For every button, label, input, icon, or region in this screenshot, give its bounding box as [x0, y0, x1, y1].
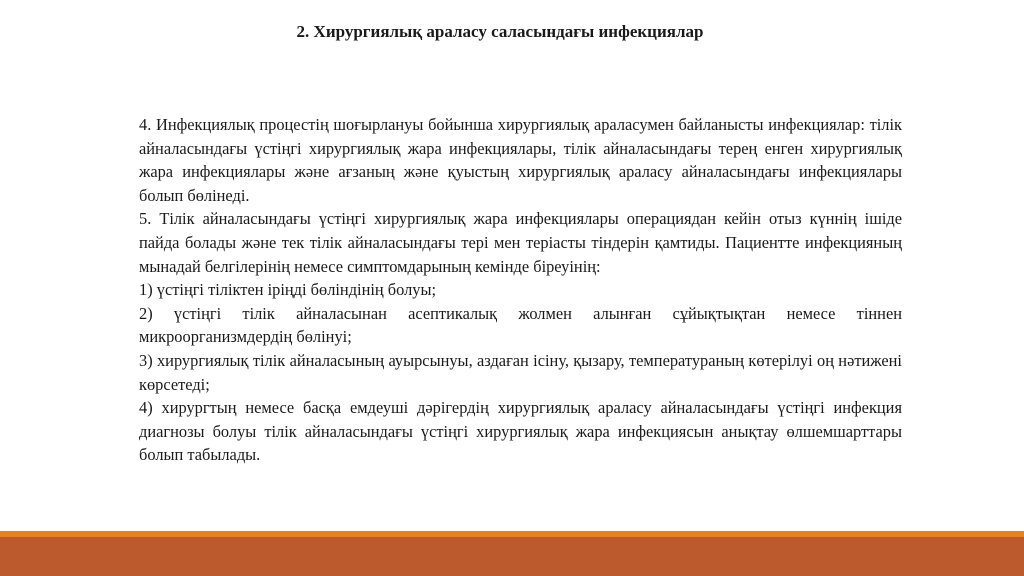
list-item-1: 1) үстіңгі тіліктен іріңді бөліндінің болуы;: [139, 280, 437, 300]
slide-title-container: [0, 22, 1024, 42]
list-item-2: 2) үстіңгі тілік айналасынан асептикалық жолмен алынған сұйықтықтан немесе тіннен микроорганизмдердің бөлінуі;: [139, 303, 902, 347]
paragraph-classification: 4. Инфекциялық процестің шоғырлануы бойынша хирургиялық араласумен байланысты инфекциялар: тілік айналасындағы үстіңгі хирургиялық жара инфекциялары, тілік айналасындағы терең енген хирургиялық жара инфекциялары және ағзаның және қуыстың хирургиялық араласу айналасындағы инфекциялары болып бөлінеді.: [139, 115, 902, 205]
slide-title: 2. Хирургиялық араласу саласындағы инфекциялар: [296, 22, 704, 41]
footer-bar: [0, 537, 1024, 576]
list-item-3: 3) хирургиялық тілік айналасының ауырсынуы, аздаған ісіну, қызару, температураның көтерілуі оң нәтижені көрсетеді;: [139, 350, 902, 394]
slide-body: [139, 113, 902, 467]
list-item-4: 4) хирургтың немесе басқа емдеуші дәрігердің хирургиялық араласу айналасындағы үстіңгі инфекция диагнозы болуы тілік айналасындағы үстіңгі хирургиялық жара инфекциясын анықтау өлшемшарттары болып табылады.: [139, 398, 902, 465]
paragraph-superficial-infection: 5. Тілік айналасындағы үстіңгі хирургиялық жара инфекциялары операциядан кейін отыз күннің ішіде пайда болады және тек тілік айналасындағы тері мен теріасты тіндерін қамтиды. Пациентте инфекцияның мынадай белгілерінің немесе симптомдарының кемінде біреуінің:: [139, 209, 902, 276]
